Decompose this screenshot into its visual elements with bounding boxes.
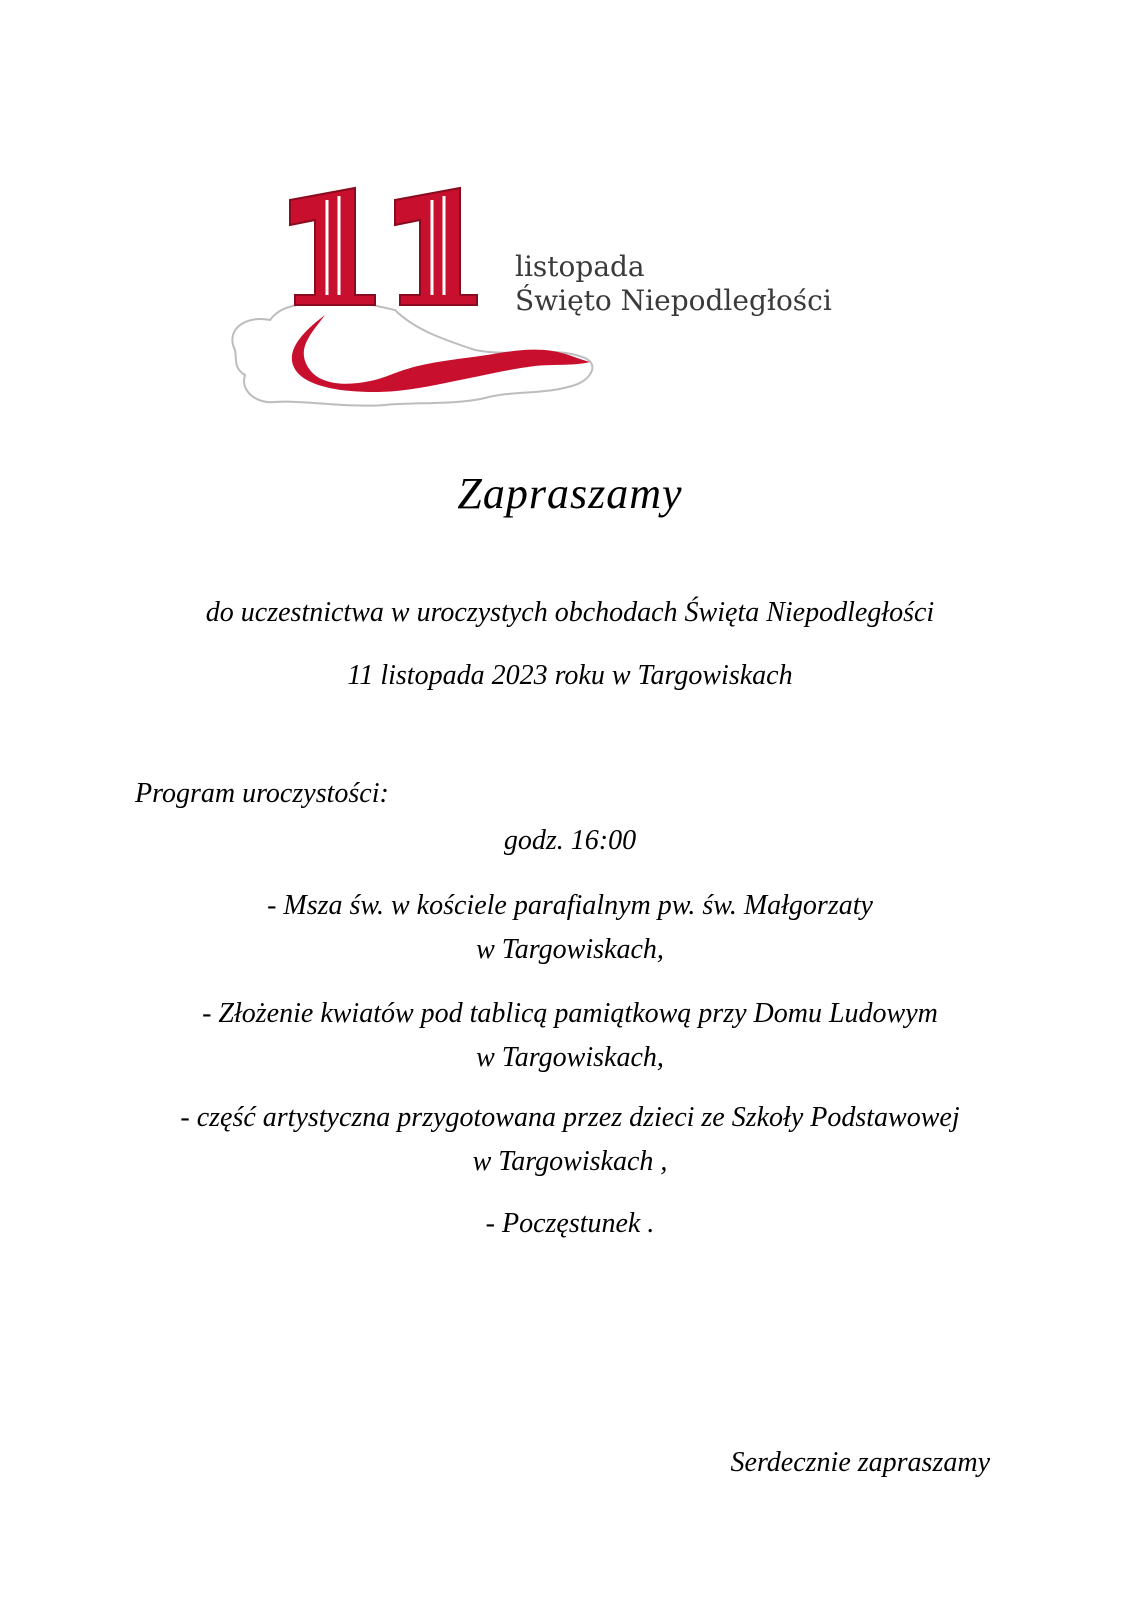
number-one-right xyxy=(395,188,477,305)
program-item-flowers-place: w Targowiskach, xyxy=(476,1042,664,1073)
closing-text: Serdecznie zapraszamy xyxy=(730,1447,990,1478)
number-one-left xyxy=(290,188,375,305)
invitation-subtitle-line1: do uczestnictwa w uroczystych obchodach Święta Niepodległości xyxy=(205,597,935,628)
logo-holiday-text: Święto Niepodległości xyxy=(515,284,832,317)
program-item-art: - część artystyczna przygotowana przez dzieci ze Szkoły Podstawowej xyxy=(180,1102,960,1133)
program-item-refreshments: - Poczęstunek . xyxy=(485,1208,655,1239)
logo xyxy=(215,180,935,420)
logo-date-text: listopada xyxy=(515,250,645,283)
program-item-art-place: w Targowiskach , xyxy=(472,1146,668,1177)
invitation-title: Zapraszamy xyxy=(457,469,683,518)
program-time: godz. 16:00 xyxy=(503,825,637,856)
program-label: Program uroczystości: xyxy=(135,778,389,809)
red-ribbon xyxy=(292,315,590,392)
invitation-subtitle-line2: 11 listopada 2023 roku w Targowiskach xyxy=(347,660,793,691)
program-item-mass: - Msza św. w kościele parafialnym pw. św. Małgorzaty xyxy=(267,890,873,921)
program-item-flowers: - Złożenie kwiatów pod tablicą pamiątkową przy Domu Ludowym xyxy=(202,998,938,1029)
program-item-mass-place: w Targowiskach, xyxy=(476,934,664,965)
